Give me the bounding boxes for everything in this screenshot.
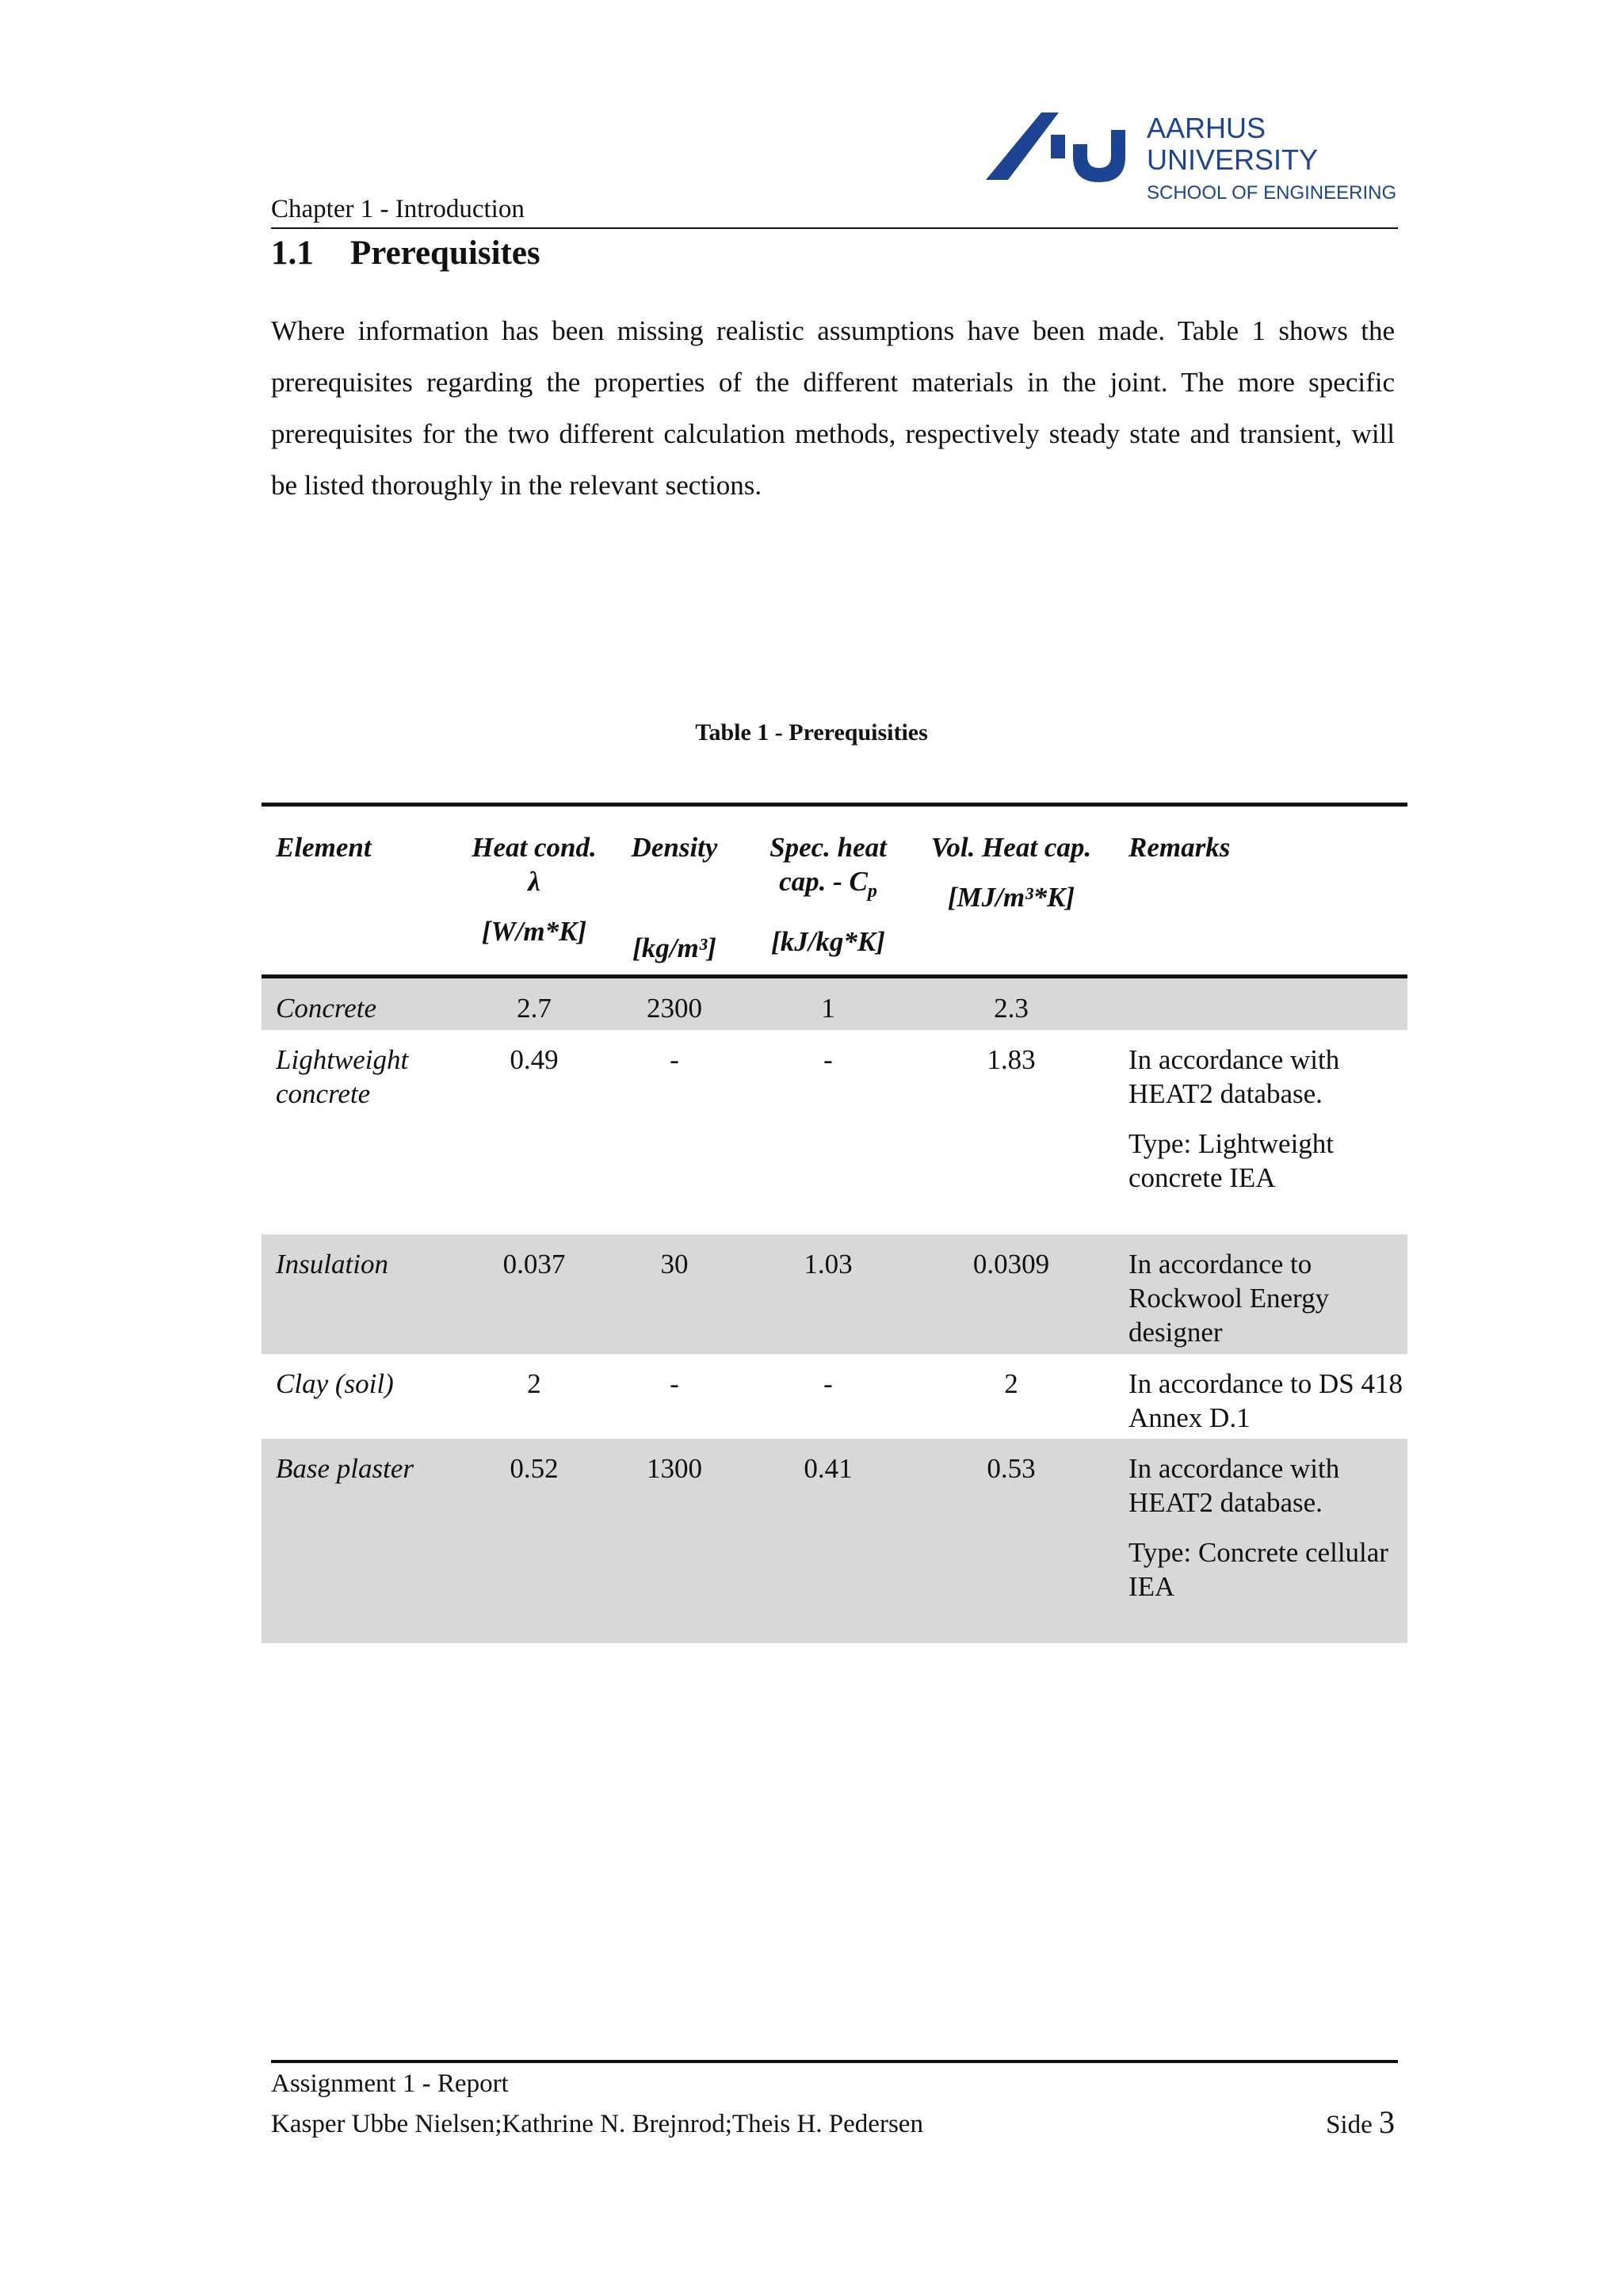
cell-spec-heat: 1.03	[748, 1234, 908, 1354]
column-header-heat-cond: Heat cond. λ [W/m*K]	[468, 805, 601, 977]
table-row	[262, 1030, 1407, 1234]
unit-spec-heat: [kJ/kg*K]	[771, 926, 885, 957]
table-header	[262, 805, 1407, 977]
footer-document-title: Assignment 1 - Report	[271, 2069, 509, 2098]
column-header-density: Density [kg/m³]	[601, 805, 748, 977]
cell-density: -	[670, 1367, 679, 1399]
spec-heat-subscript: p	[867, 881, 877, 902]
unit-vol-heat: [MJ/m³*K]	[947, 882, 1075, 913]
column-header-spec-heat: Spec. heat cap. - $C_p$ [kJ/kg*K]	[748, 805, 908, 977]
cell-remarks	[1114, 1354, 1407, 1439]
cell-element: Base plaster	[262, 1439, 468, 1643]
body-paragraph: Where information has been missing realistic assumptions have been made. Table 1 shows the prerequisites regarding the properties of the different materials in the joint. The more specific prerequisites for the two different calculation methods, respectively steady state and transient, will be listed thoroughly in the relevant sections.	[271, 315, 1395, 501]
cell-remarks	[1114, 977, 1407, 1030]
column-header-element: Element	[276, 832, 372, 863]
footer-divider	[271, 2060, 1398, 2063]
aarhus-university-logo-icon	[986, 113, 1144, 184]
column-header-remarks: Remarks	[1128, 832, 1231, 863]
column-header-vol-heat: Vol. Heat cap. [MJ/m³*K]	[908, 805, 1114, 977]
header-divider	[271, 227, 1398, 229]
cell-spec-heat: 1	[748, 977, 908, 1030]
cell-spec-heat: -	[823, 1043, 833, 1075]
cell-element: Lightweight concrete	[276, 1043, 409, 1109]
logo-line-aarhus: AARHUS	[1147, 112, 1266, 144]
cell-heat-cond: 2.7	[468, 977, 601, 1030]
cell-vol-heat: 0.0309	[908, 1234, 1114, 1354]
cell-spec-heat: -	[823, 1367, 833, 1399]
table-body	[262, 977, 1407, 1643]
remark-type: Type: Lightweight concrete IEA	[1128, 1127, 1335, 1193]
table-caption: Table 1 - Prerequisities	[695, 719, 928, 746]
cell-heat-cond: 0.49	[510, 1043, 559, 1075]
prerequisites-table	[262, 803, 1407, 1643]
cell-remarks	[1114, 1439, 1407, 1643]
remark-text: In accordance with HEAT2 database.	[1128, 1043, 1340, 1109]
table-row	[262, 1354, 1407, 1439]
logo-line-school: SCHOOL OF ENGINEERING	[1147, 182, 1397, 204]
cell-density: -	[670, 1043, 679, 1075]
footer-page-number	[1326, 2105, 1395, 2142]
table-row	[262, 977, 1407, 1030]
cell-vol-heat: 0.53	[908, 1439, 1114, 1643]
cell-vol-heat: 2	[1004, 1367, 1018, 1399]
cell-heat-cond: 0.037	[468, 1234, 601, 1354]
cell-vol-heat: 2.3	[908, 977, 1114, 1030]
header-chapter: Chapter 1 - Introduction	[271, 195, 525, 223]
table-header-row	[262, 805, 1407, 977]
unit-density: [kg/m³]	[632, 933, 716, 963]
cell-remarks	[1114, 1030, 1407, 1234]
section-number: 1.1	[271, 235, 314, 272]
cell-element: Concrete	[262, 977, 468, 1030]
cell-density: 1300	[601, 1439, 748, 1643]
remark-text: In accordance to DS 418 Annex D.1	[1128, 1367, 1403, 1433]
cell-element: Clay (soil)	[276, 1367, 394, 1399]
cell-spec-heat: 0.41	[748, 1439, 908, 1643]
cell-density: 30	[601, 1234, 748, 1354]
cell-heat-cond: 2	[527, 1367, 541, 1399]
cell-element: Insulation	[262, 1234, 468, 1354]
cell-heat-cond: 0.52	[468, 1439, 601, 1643]
university-logo	[986, 113, 1398, 223]
remark-text: In accordance to Rockwool Energy designer	[1128, 1248, 1330, 1348]
footer-authors: Kasper Ubbe Nielsen;Kathrine N. Brejnrod;Theis H. Pedersen	[271, 2110, 923, 2138]
cell-remarks	[1114, 1234, 1407, 1354]
logo-text	[1147, 113, 1396, 206]
page-label: Side	[1326, 2111, 1373, 2139]
unit-heat-cond: [W/m*K]	[481, 916, 587, 947]
section-title: Prerequisites	[350, 235, 540, 272]
page-number: 3	[1379, 2104, 1395, 2140]
remark-text: In accordance with HEAT2 database.	[1128, 1452, 1340, 1518]
logo-line-university: UNIVERSITY	[1147, 143, 1319, 176]
table-row	[262, 1234, 1407, 1354]
remark-type: Type: Concrete cellular IEA	[1128, 1536, 1388, 1602]
cell-vol-heat: 1.83	[987, 1043, 1036, 1075]
table-row	[262, 1439, 1407, 1643]
section-heading	[271, 233, 540, 274]
cell-density: 2300	[601, 977, 748, 1030]
